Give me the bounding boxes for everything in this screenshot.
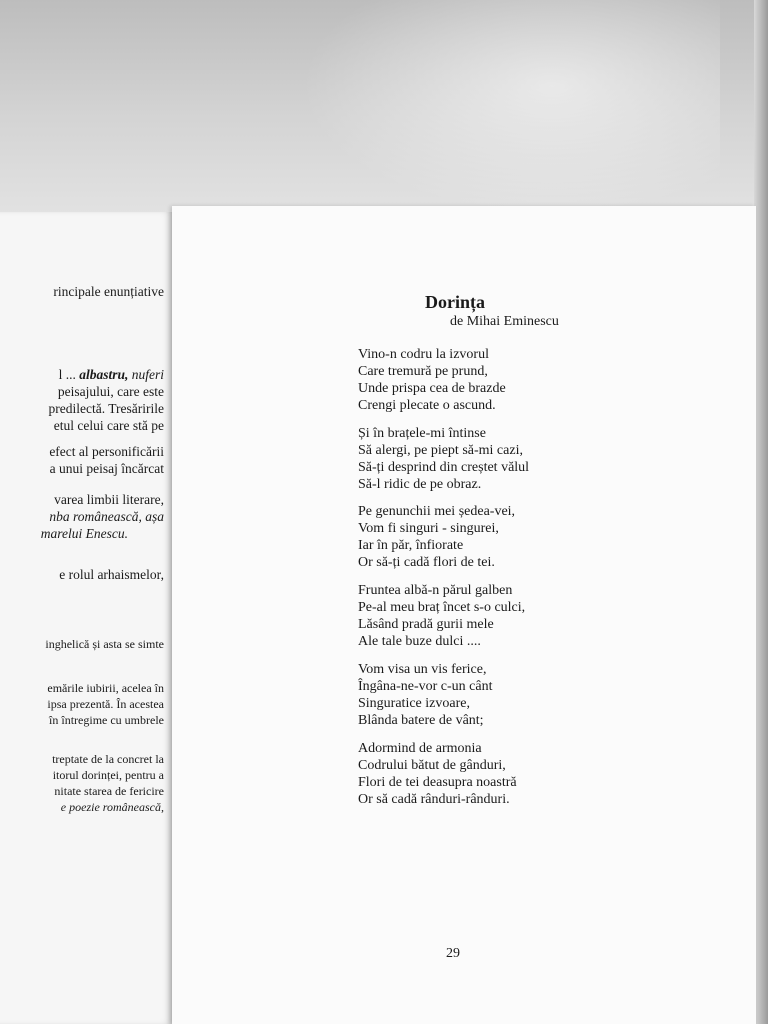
poem-stanza (358, 503, 515, 571)
left-page-line: e rolul arhaismelor, (59, 567, 164, 582)
poem-verse: Flori de tei deasupra noastră (358, 775, 517, 790)
poem-verse: Și în brațele-mi întinse (358, 426, 486, 441)
left-page-line: efect al personificării (49, 444, 164, 459)
poem-verse: Lăsând pradă gurii mele (358, 617, 494, 632)
book-edge (754, 0, 768, 1024)
page-number: 29 (446, 946, 460, 961)
left-page-line: ipsa prezentă. În acestea (47, 697, 164, 711)
poem-verse: Să-ți desprind din creștet vălul (358, 460, 530, 475)
left-page-line: inghelică și asta se simte (45, 637, 164, 651)
poem-verse: Pe-al meu braț încet s-o culci, (358, 600, 526, 615)
poem-verse: Iar în păr, înfiorate (358, 538, 464, 553)
left-page-line: nitate starea de fericire (54, 784, 164, 798)
left-page-line: peisajului, care este (57, 384, 164, 399)
poem-verse: Or să-ți cadă flori de tei. (358, 555, 495, 570)
poem-stanza (358, 425, 529, 493)
left-page-line: rincipale enunțiative (53, 284, 164, 299)
left-page-line: varea limbii literare, (54, 492, 164, 507)
left-page-line: marelui Enescu. (40, 526, 128, 541)
left-page-line: etul celui care stă pe (53, 418, 164, 433)
poem-verse: Să alergi, pe piept să-mi cazi, (358, 443, 523, 458)
poem-verse: Care tremură pe prund, (358, 364, 488, 379)
left-page-line: nba românească, așa (49, 509, 164, 524)
poem-verse: Or să cadă rânduri-rânduri. (358, 792, 510, 807)
poem-stanza (358, 740, 517, 808)
poem-verse: Ale tale buze dulci .... (358, 634, 481, 649)
poem-verse: Pe genunchii mei ședea-vei, (358, 504, 516, 519)
poem-verse: Vino-n codru la izvorul (358, 347, 489, 362)
poem-verse: Singuratice izvoare, (358, 696, 470, 711)
poem-verse: Vom visa un vis ferice, (358, 662, 487, 677)
poem-verse: Blânda batere de vânt; (358, 713, 484, 728)
left-page-line: itorul dorinței, pentru a (52, 768, 164, 782)
poem-stanza (358, 661, 492, 729)
poem-author: de Mihai Eminescu (450, 314, 559, 329)
scanner-background (0, 0, 768, 215)
left-page-line: emările iubirii, acelea în (47, 681, 164, 695)
poem-verse: Adormind de armonia (358, 741, 482, 756)
poem-stanza (358, 346, 506, 414)
left-page-line: a unui peisaj încărcat (49, 461, 164, 476)
left-page-line: în întregime cu umbrele (49, 713, 164, 727)
poem-verse: Fruntea albă-n părul galben (358, 583, 513, 598)
poem-verse: Unde prispa cea de brazde (358, 381, 506, 396)
poem-title: Dorința (425, 292, 485, 312)
poem-stanza (358, 582, 525, 650)
poem-verse: Îngâna-ne-vor c-un cânt (358, 679, 493, 694)
left-page (0, 212, 172, 1024)
poem-verse: Vom fi singuri - singurei, (358, 521, 499, 536)
left-page-line: l ... albastru, nuferi (58, 367, 164, 382)
poem-verse: Să-l ridic de pe obraz. (358, 477, 482, 492)
left-page-line: treptate de la concret la (52, 752, 164, 766)
left-page-line: e poezie românească, (60, 800, 164, 814)
left-page-line: predilectă. Tresăririle (48, 401, 164, 416)
poem-verse: Codrului bătut de gânduri, (358, 758, 506, 773)
light-glare (300, 0, 720, 215)
poem-verse: Crengi plecate o ascund. (358, 398, 496, 413)
